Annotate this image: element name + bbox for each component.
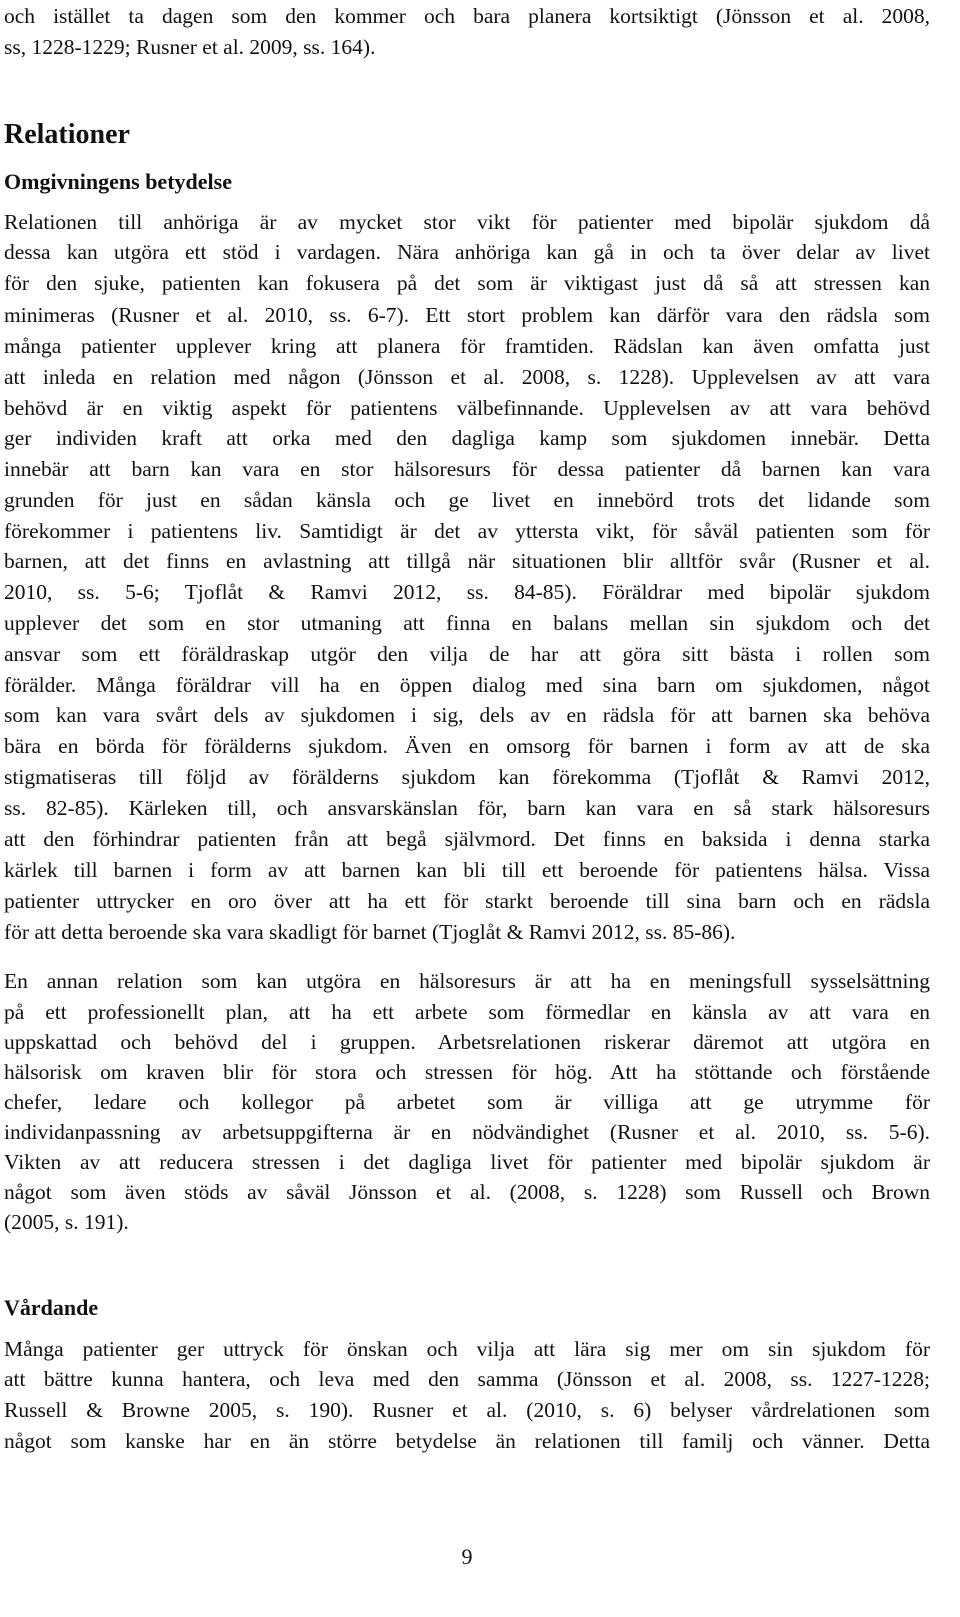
paragraph-line: Vikten av att reducera stressen i det dagliga livet för patienter med bipolär sjukdom är xyxy=(4,1150,930,1174)
paragraph-line: ss. 82-85). Kärleken till, och ansvarskänslan för, barn kan vara en så stark hälsoresurs xyxy=(4,796,930,820)
paragraph-line: dessa kan utgöra ett stöd i vardagen. Nära anhöriga kan gå in och ta över delar av livet xyxy=(4,240,930,264)
paragraph-line: bära en börda för förälderns sjukdom. Även en omsorg för barnen i form av att de ska xyxy=(4,734,930,758)
paragraph-line: Russell & Browne 2005, s. 190). Rusner et al. (2010, s. 6) belyser vårdrelationen som xyxy=(4,1398,930,1422)
paragraph-line: för den sjuke, patienten kan fokusera på det som är viktigast just då så att stressen kan xyxy=(4,271,930,295)
paragraph-line: barnen, att det finns en avlastning att tillgå när situationen blir alltför svår (Rusner et al. xyxy=(4,549,930,573)
paragraph-line: något som kanske har en än större betydelse än relationen till familj och vänner. Detta xyxy=(4,1429,930,1453)
intro-line: och istället ta dagen som den kommer och bara planera kortsiktigt (Jönsson et al. 2008, xyxy=(4,4,930,28)
intro-line: ss, 1228-1229; Rusner et al. 2009, ss. 164). xyxy=(4,35,376,59)
paragraph-line: hälsorisk om kraven blir för stora och stressen för hög. Att ha stöttande och förstående xyxy=(4,1060,930,1084)
subsection-heading: Omgivningens betydelse xyxy=(4,169,232,194)
section-heading-vardande: Vårdande xyxy=(4,1295,99,1320)
paragraph-line: Relationen till anhöriga är av mycket stor vikt för patienter med bipolär sjukdom då xyxy=(4,210,930,234)
paragraph-line: att bättre kunna hantera, och leva med den samma (Jönsson et al. 2008, ss. 1227-1228; xyxy=(4,1367,930,1391)
paragraph-line: innebär att barn kan vara en stor hälsoresurs för dessa patienter då barnen kan vara xyxy=(4,457,930,481)
paragraph-line: att den förhindrar patienten från att begå självmord. Det finns en baksida i denna starka xyxy=(4,827,930,851)
paragraph-line: patienter uttrycker en oro över att ha ett för starkt beroende till sina barn och en rädsla xyxy=(4,889,930,913)
paragraph-line: grunden för just en sådan känsla och ge livet en innebörd trots det lidande som xyxy=(4,488,930,512)
paragraph-line: behövd är en viktig aspekt för patientens välbefinnande. Upplevelsen av att vara behövd xyxy=(4,396,930,420)
page-number: 9 xyxy=(461,1544,473,1569)
paragraph-line: förekommer i patientens liv. Samtidigt är det av yttersta vikt, för såväl patienten som för xyxy=(4,519,930,543)
paragraph-line: minimeras (Rusner et al. 2010, ss. 6-7). Ett stort problem kan därför vara den rädsla som xyxy=(4,303,930,327)
paragraph-line: något som även stöds av såväl Jönsson et al. (2008, s. 1228) som Russell och Brown xyxy=(4,1180,930,1204)
paragraph-line: många patienter upplever kring att planera för framtiden. Rädslan kan även omfatta just xyxy=(4,334,930,358)
paragraph-line: kärlek till barnen i form av att barnen kan bli till ett beroende för patientens hälsa. Vissa xyxy=(4,858,930,882)
paragraph-line: ger individen kraft att orka med den dagliga kamp som sjukdomen innebär. Detta xyxy=(4,426,930,450)
paragraph-line: stigmatiseras till följd av förälderns sjukdom kan förekomma (Tjoflåt & Ramvi 2012, xyxy=(4,765,930,789)
paragraph-line: förälder. Många föräldrar vill ha en öppen dialog med sina barn om sjukdomen, något xyxy=(4,673,930,697)
paragraph-line: som kan vara svårt dels av sjukdomen i sig, dels av en rädsla för att barnen ska behöva xyxy=(4,703,930,727)
paragraph-line: (2005, s. 191). xyxy=(4,1210,129,1234)
paragraph-line: En annan relation som kan utgöra en hälsoresurs är att ha en meningsfull sysselsättning xyxy=(4,969,930,993)
section-heading: Relationer xyxy=(4,119,130,150)
paragraph-line: ansvar som ett föräldraskap utgör den vilja de har att göra sitt bästa i rollen som xyxy=(4,642,930,666)
paragraph-line: uppskattad och behövd del i gruppen. Arbetsrelationen riskerar däremot att utgöra en xyxy=(4,1030,930,1054)
paragraph-line: Många patienter ger uttryck för önskan och vilja att lära sig mer om sin sjukdom för xyxy=(4,1337,930,1361)
document-page xyxy=(4,0,930,1617)
paragraph-line: 2010, ss. 5-6; Tjoflåt & Ramvi 2012, ss. 84-85). Föräldrar med bipolär sjukdom xyxy=(4,580,930,604)
paragraph-line: att inleda en relation med någon (Jönsson et al. 2008, s. 1228). Upplevelsen av att vara xyxy=(4,365,930,389)
paragraph-line: chefer, ledare och kollegor på arbetet som är villiga att ge utrymme för xyxy=(4,1090,930,1114)
paragraph-line: för att detta beroende ska vara skadligt för barnet (Tjoglåt & Ramvi 2012, ss. 85-86). xyxy=(4,920,736,944)
paragraph-line: på ett professionellt plan, att ha ett arbete som förmedlar en känsla av att vara en xyxy=(4,1000,930,1024)
paragraph-line: individanpassning av arbetsuppgifterna är en nödvändighet (Rusner et al. 2010, ss. 5-6). xyxy=(4,1120,930,1144)
paragraph-line: upplever det som en stor utmaning att finna en balans mellan sin sjukdom och det xyxy=(4,611,930,635)
